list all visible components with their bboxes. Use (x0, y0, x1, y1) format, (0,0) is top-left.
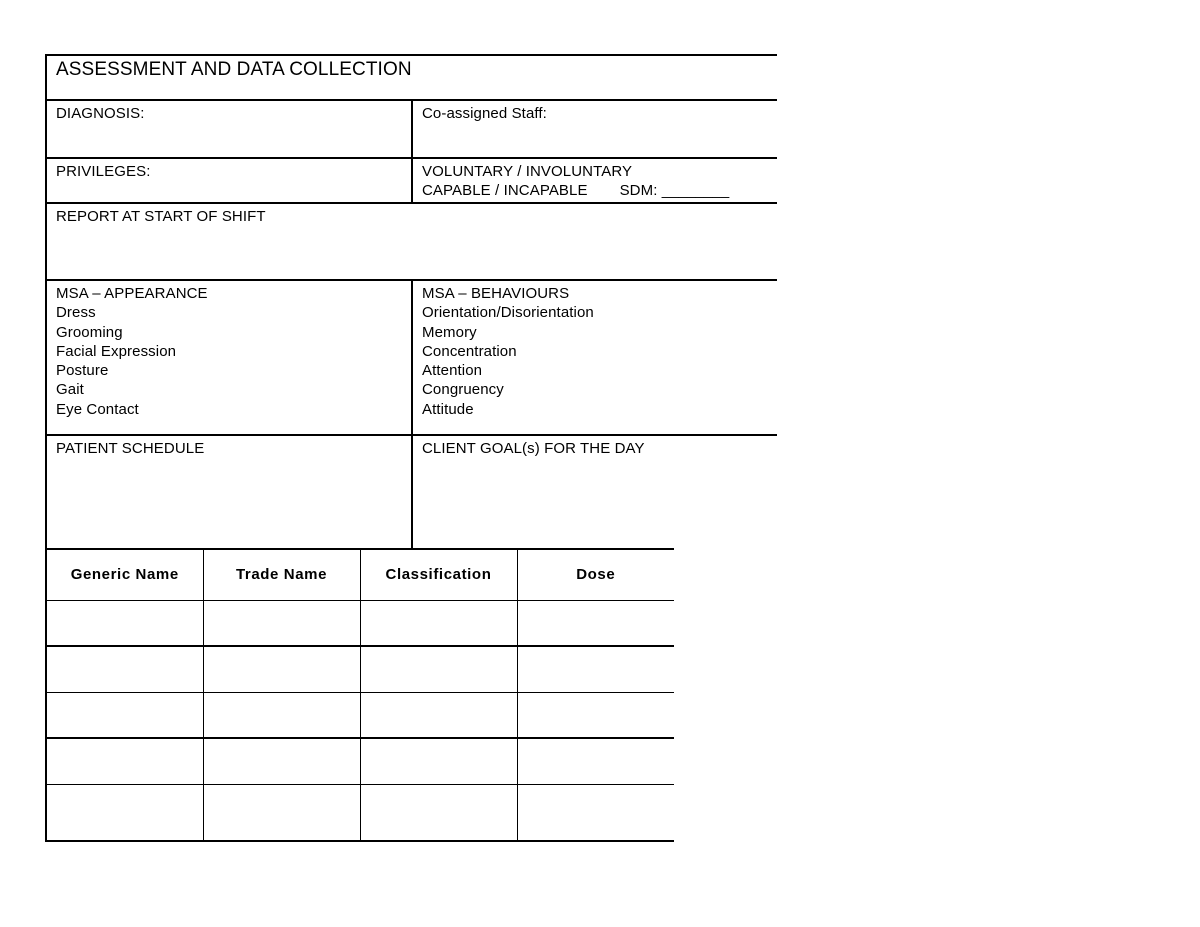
dose-header: Dose (517, 549, 674, 600)
report-label: REPORT AT START OF SHIFT (56, 208, 266, 225)
behaviour-item: Memory (422, 323, 477, 341)
generic-name-header: Generic Name (46, 549, 203, 600)
msa-behaviours-section (411, 281, 777, 434)
appearance-item: Facial Expression (56, 342, 177, 360)
dose-cell[interactable] (517, 738, 674, 784)
msa-appearance-heading: MSA – APPEARANCE (56, 285, 208, 302)
diagnosis-label: DIAGNOSIS: (56, 105, 145, 122)
table-row (46, 738, 674, 784)
msa-appearance-section (45, 281, 412, 434)
assessment-form (45, 54, 777, 549)
trade-name-cell[interactable] (203, 784, 360, 841)
title-row (45, 54, 777, 99)
classification-header: Classification (360, 549, 517, 600)
medication-table (45, 548, 674, 842)
privileges-row (45, 157, 777, 202)
appearance-item: Posture (56, 362, 109, 380)
classification-cell[interactable] (360, 646, 517, 692)
dose-cell[interactable] (517, 646, 674, 692)
classification-cell[interactable] (360, 738, 517, 784)
trade-name-cell[interactable] (203, 646, 360, 692)
diagnosis-row (45, 99, 777, 157)
behaviour-item: Congruency (422, 381, 504, 399)
sdm-field[interactable]: SDM: ________ (619, 182, 730, 200)
appearance-item: Eye Contact (56, 400, 139, 418)
client-goals-label: CLIENT GOAL(s) FOR THE DAY (422, 440, 645, 457)
appearance-item: Gait (56, 381, 84, 399)
trade-name-cell[interactable] (203, 738, 360, 784)
behaviour-item: Attention (422, 362, 483, 380)
table-row (46, 692, 674, 738)
report-field[interactable] (45, 204, 777, 279)
table-row (46, 600, 674, 646)
dose-cell[interactable] (517, 692, 674, 738)
trade-name-cell[interactable] (203, 692, 360, 738)
appearance-item: Grooming (56, 323, 123, 341)
dose-cell[interactable] (517, 784, 674, 841)
client-goals-field[interactable] (411, 436, 777, 549)
coassigned-staff-label: Co-assigned Staff: (422, 105, 547, 122)
table-row (46, 784, 674, 841)
generic-name-cell[interactable] (46, 646, 203, 692)
table-row (46, 646, 674, 692)
dose-cell[interactable] (517, 600, 674, 646)
appearance-item: Dress (56, 304, 96, 322)
voluntary-status: VOLUNTARY / INVOLUNTARY (422, 163, 633, 180)
privileges-field[interactable] (45, 159, 412, 202)
classification-cell[interactable] (360, 600, 517, 646)
behaviour-item: Attitude (422, 400, 474, 418)
trade-name-cell[interactable] (203, 600, 360, 646)
capable-status: CAPABLE / INCAPABLE (422, 182, 588, 200)
classification-cell[interactable] (360, 784, 517, 841)
classification-cell[interactable] (360, 692, 517, 738)
privileges-label: PRIVILEGES: (56, 163, 151, 180)
coassigned-staff-field[interactable] (411, 101, 777, 157)
medication-header-row (46, 549, 674, 600)
report-row (45, 202, 777, 279)
msa-row (45, 279, 777, 434)
generic-name-cell[interactable] (46, 600, 203, 646)
trade-name-header: Trade Name (203, 549, 360, 600)
behaviour-item: Orientation/Disorientation (422, 304, 594, 322)
patient-schedule-label: PATIENT SCHEDULE (56, 440, 205, 457)
behaviour-item: Concentration (422, 342, 517, 360)
diagnosis-field[interactable] (45, 101, 412, 157)
schedule-row (45, 434, 777, 549)
patient-schedule-field[interactable] (45, 436, 412, 549)
generic-name-cell[interactable] (46, 692, 203, 738)
form-title: ASSESSMENT AND DATA COLLECTION (45, 56, 777, 99)
status-field (411, 159, 777, 202)
msa-behaviours-heading: MSA – BEHAVIOURS (422, 285, 570, 302)
generic-name-cell[interactable] (46, 784, 203, 841)
generic-name-cell[interactable] (46, 738, 203, 784)
